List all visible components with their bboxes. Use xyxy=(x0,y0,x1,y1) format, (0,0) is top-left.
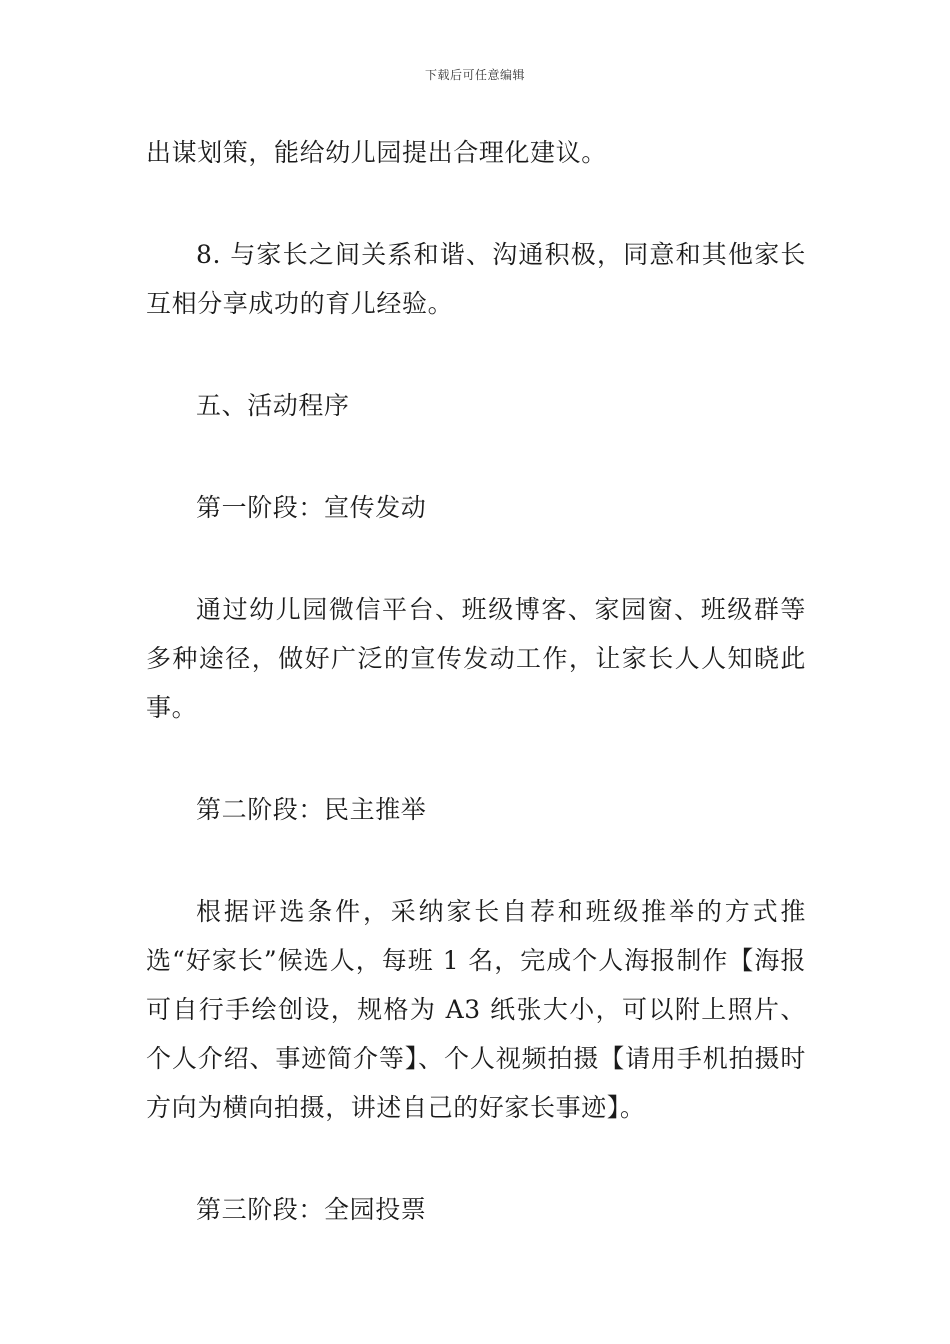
paragraph-continuation: 出谋划策，能给幼儿园提出合理化建议。 xyxy=(146,138,607,167)
paragraph-item-8: 8. 与家长之间关系和谐、沟通积极，同意和其他家长互相分享成功的育儿经验。 xyxy=(146,240,806,318)
paragraph-stage-2: 根据评选条件，采纳家长自荐和班级推举的方式推选“好家长”候选人，每班 1 名，完成个人海报制作【海报可自行手绘创设，规格为 A3 纸张大小，可以附上照片、个人介绍、事迹简介等】、个人视频拍摄【请用手机拍摄时方向为横向拍摄，讲述自己的好家长事迹】。 xyxy=(146,897,806,1122)
document-body xyxy=(146,128,806,1234)
stage-heading-3: 第三阶段：全园投票 xyxy=(196,1195,427,1224)
stage-heading-1: 第一阶段：宣传发动 xyxy=(196,493,427,522)
section-heading-activity-procedure: 五、活动程序 xyxy=(196,391,350,420)
paragraph-stage-1: 通过幼儿园微信平台、班级博客、家园窗、班级群等多种途径，做好广泛的宣传发动工作，让家长人人知晓此事。 xyxy=(146,595,806,722)
page-header: 下载后可任意编辑 xyxy=(424,68,525,82)
stage-heading-2: 第二阶段：民主推举 xyxy=(196,795,427,824)
